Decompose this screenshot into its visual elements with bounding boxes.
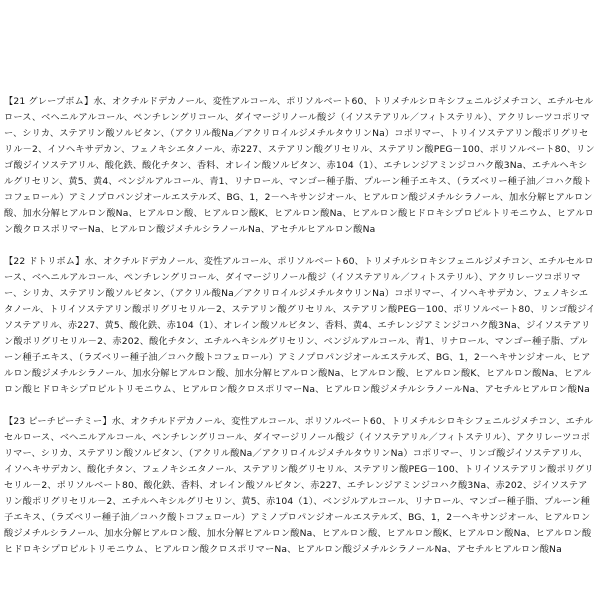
ingredient-section-21 xyxy=(4,94,596,238)
section-heading: 【23 ピーチピーチミー】 xyxy=(4,416,112,427)
ingredient-section-22 xyxy=(4,254,596,398)
ingredient-document xyxy=(4,94,596,558)
ingredient-section-23 xyxy=(4,414,596,558)
ingredient-list: 水、オクチルドデカノール、変性アルコール、ポリソルベート60、トリメチルシロキシフェニルジメチコン、エチルセルロース、ベヘニルアルコール、ペンチレングリコール、ダイマージリノール酸ジ（イソステアリル／フィトステリル）、アクリレーツコポリマー、シリカ、ステアリン酸ソルビタン、（アクリル酸Na／アクリロイルジメチルタウリンNa）コポリマー、トリイソステアリン酸ポリグリセリル－2、イソヘキサデカン、フェノキシエタノール、赤227、ステアリン酸グリセリル、ステアリン酸PEG－100、ポリソルベート80、リンゴ酸ジイソステアリル、酸化鉄、酸化チタン、香料、オレイン酸ソルビタン、赤104（1）、エチレンジアミンジコハク酸3Na、エチルヘキシルグリセリン、黄5、黄4、ベンジルアルコール、青1、リナロール、マンゴー種子脂、プルーン種子エキス、（ラズベリー種子油／コハク酸トコフェロール）アミノプロパンジオールエステルズ、BG、1，2－ヘキサンジオール、ヒアルロン酸ジメチルシラノール、加水分解ヒアルロン酸、加水分解ヒアルロン酸Na、ヒアルロン酸、ヒアルロン酸K、ヒアルロン酸Na、ヒアルロン酸ヒドロキシプロピルトリモニウム、ヒアルロン酸クロスポリマーNa、ヒアルロン酸ジメチルシラノールNa、アセチルヒアルロン酸Na xyxy=(4,96,595,235)
ingredient-list: 水、オクチルドデカノール、変性アルコール、ポリソルベート60、トリメチルシロキシフェニルジメチコン、エチルセルロース、ベヘニルアルコール、ペンチレングリコール、ダイマージリノール酸ジ（イソステアリル／フィトステリル）、アクリレーツコポリマー、シリカ、ステアリン酸ソルビタン、（アクリル酸Na／アクリロイルジメチルタウリンNa）コポリマー、リンゴ酸ジイソステアリル、イソヘキサデカン、酸化チタン、フェノキシエタノール、ステアリン酸グリセリル、ステアリン酸PEG－100、トリイソステアリン酸ポリグリセリル－2、ポリソルベート80、酸化鉄、香料、オレイン酸ソルビタン、赤227、エチレンジアミンジコハク酸3Na、赤202、ジイソステアリン酸ポリグリセリル－2、エチルヘキシルグリセリン、黄5、赤104（1）、ベンジルアルコール、リナロール、マンゴー種子脂、プルーン種子エキス、（ラズベリー種子油／コハク酸トコフェロール）アミノプロパンジオールエステルズ、BG、1，2－ヘキサンジオール、ヒアルロン酸ジメチルシラノール、加水分解ヒアルロン酸、加水分解ヒアルロン酸Na、ヒアルロン酸、ヒアルロン酸K、ヒアルロン酸Na、ヒアルロン酸ヒドロキシプロピルトリモニウム、ヒアルロン酸クロスポリマーNa、ヒアルロン酸ジメチルシラノールNa、アセチルヒアルロン酸Na xyxy=(4,416,594,555)
section-heading: 【21 グレープボム】 xyxy=(4,96,94,107)
ingredient-list: 水、オクチルドデカノール、変性アルコール、ポリソルベート60、トリメチルシロキシフェニルジメチコン、エチルセルロース、ベヘニルアルコール、ペンチレングリコール、ダイマージリノール酸ジ（イソステアリル／フィトステリル）、アクリレーツコポリマー、シリカ、ステアリン酸ソルビタン、（アクリル酸Na／アクリロイルジメチルタウリンNa）コポリマー、イソヘキサデカン、フェノキシエタノール、トリイソステアリン酸ポリグリセリル－2、ステアリン酸グリセリル、ステアリン酸PEG－100、ポリソルベート80、リンゴ酸ジイソステアリル、赤227、黄5、酸化鉄、赤104（1）、オレイン酸ソルビタン、香料、黄4、エチレンジアミンジコハク酸3Na、ジイソステアリン酸ポリグリセリル－2、赤202、酸化チタン、エチルヘキシルグリセリン、ベンジルアルコール、青1、リナロール、マンゴー種子脂、プルーン種子エキス、（ラズベリー種子油／コハク酸トコフェロール）アミノプロパンジオールエステルズ、BG、1，2－ヘキサンジオール、ヒアルロン酸ジメチルシラノール、加水分解ヒアルロン酸、加水分解ヒアルロン酸Na、ヒアルロン酸、ヒアルロン酸K、ヒアルロン酸Na、ヒアルロン酸ヒドロキシプロピルトリモニウム、ヒアルロン酸クロスポリマーNa、ヒアルロン酸ジメチルシラノールNa、アセチルヒアルロン酸Na xyxy=(4,256,596,395)
section-heading: 【22 ドトリボム】 xyxy=(4,256,85,267)
